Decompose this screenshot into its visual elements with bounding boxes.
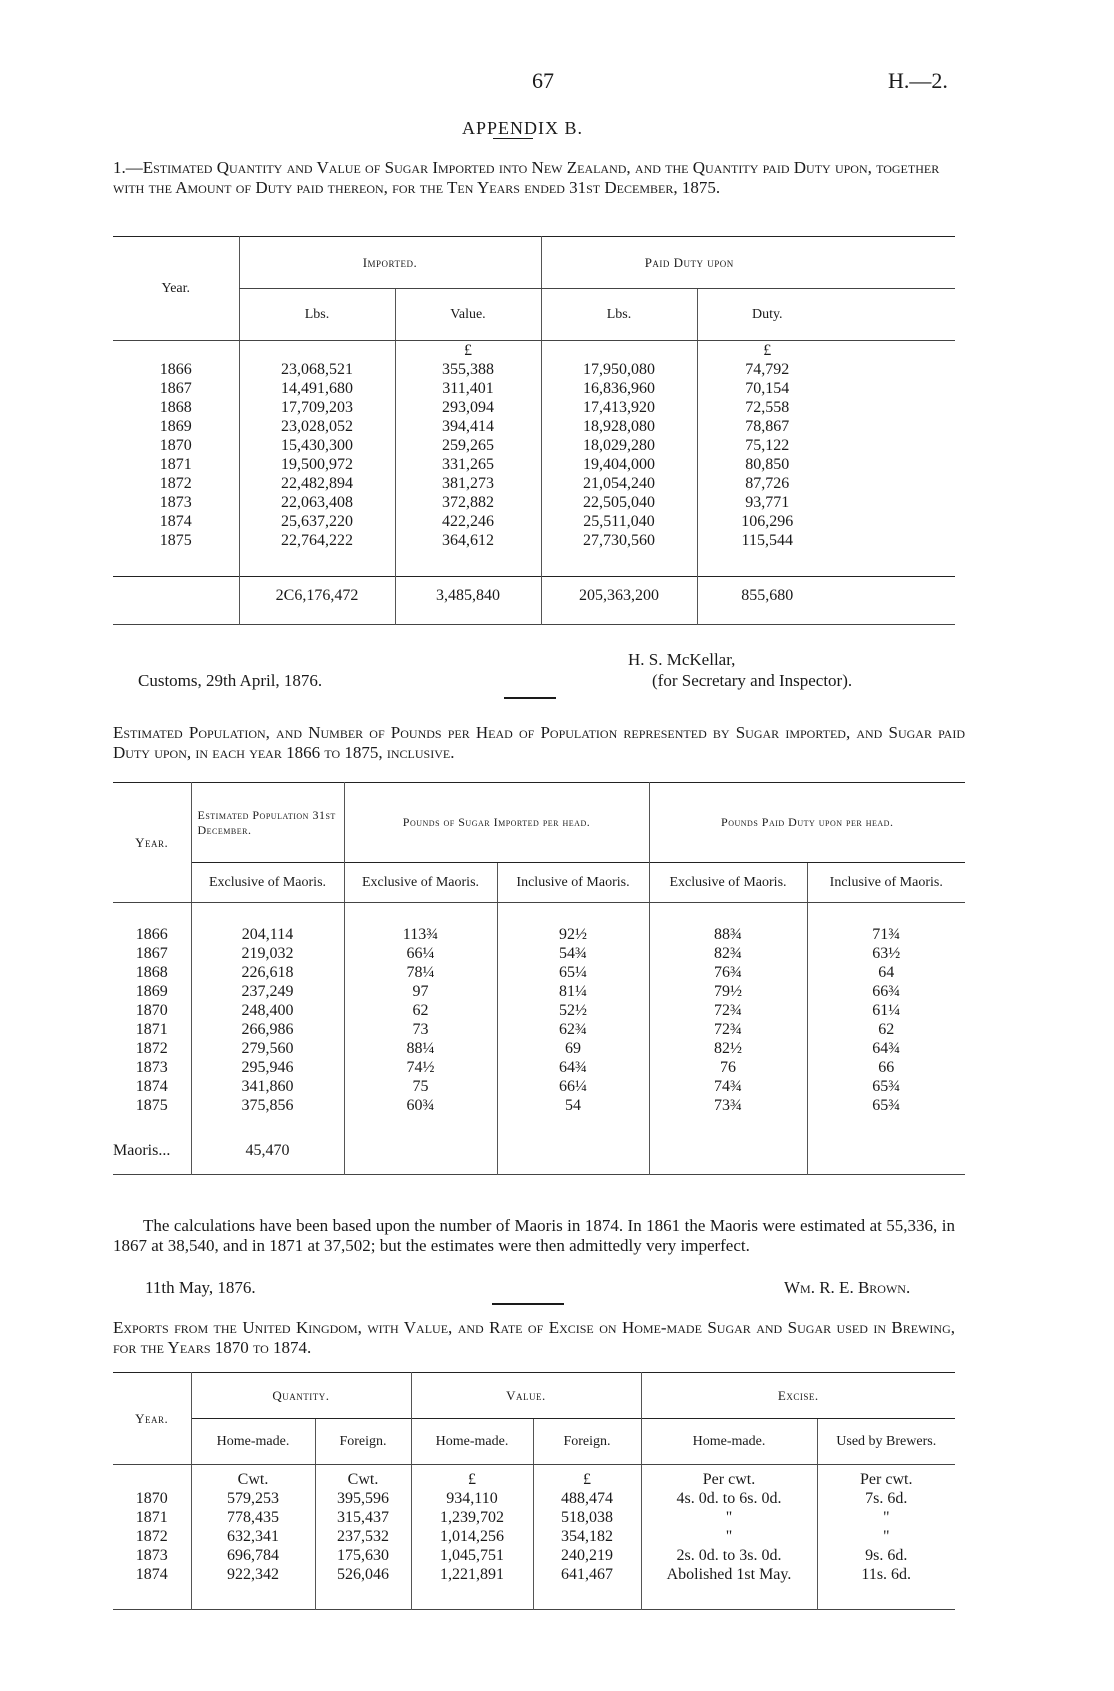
table3-value-cell: 237,532	[315, 1527, 411, 1546]
document-reference: H.—2.	[888, 68, 948, 93]
table1-value-cell: 14,491,680	[239, 379, 395, 398]
table1-year-cell: 1872	[159, 475, 192, 492]
table2-sub-imported-incl: Inclusive of Maoris.	[497, 863, 649, 903]
signature1-name: H. S. McKellar,	[628, 650, 736, 669]
table3-value-cell: "	[641, 1527, 817, 1546]
table2-value-cell: 66¼	[344, 944, 497, 963]
table1-year-cell: 1870	[159, 437, 192, 454]
table3-caption: Exports from the United Kingdom, with Value, and Rate of Excise on Home-made Sugar and Sugar used in Brewing, for the Years 1870 to 1874.	[113, 1318, 955, 1357]
table1-value-cell: 18,928,080	[541, 417, 697, 436]
table2-year-cell: 1875	[135, 1096, 168, 1114]
table3-value-cell: 579,253	[191, 1489, 315, 1508]
table1-value-cell: 23,068,521	[239, 360, 395, 379]
table2-maoris-value: 45,470	[191, 1135, 344, 1167]
table3-value-cell: 1,045,751	[411, 1546, 533, 1565]
table2-value-cell: 74½	[344, 1058, 497, 1077]
table3-value-cell: "	[641, 1508, 817, 1527]
table3-year-cell: 1873	[135, 1546, 168, 1564]
table1-value-cell: 19,404,000	[541, 455, 697, 474]
table2-row	[113, 1058, 965, 1077]
table2-value-cell: 66	[807, 1058, 965, 1077]
table2-row	[113, 1077, 965, 1096]
table1-row	[113, 360, 955, 379]
table1-value-cell: 106,296	[697, 512, 837, 531]
table3-head-quantity: Quantity.	[191, 1373, 411, 1419]
table2-value-cell: 82¾	[649, 944, 807, 963]
table2-value-cell: 88¼	[344, 1039, 497, 1058]
table2-value-cell: 266,986	[191, 1020, 344, 1039]
table1-value-cell: 93,771	[697, 493, 837, 512]
table1-caption-number: 1.—	[113, 158, 143, 177]
table3-value-cell: 1,014,256	[411, 1527, 533, 1546]
table2-year-cell: 1868	[135, 963, 168, 981]
table1-unit-duty: £	[697, 341, 837, 361]
table2-sub-population: Exclusive of Maoris.	[191, 863, 344, 903]
table3-value-cell: Abolished 1st May.	[641, 1565, 817, 1584]
table2-row	[113, 944, 965, 963]
table1-value-cell: 16,836,960	[541, 379, 697, 398]
table1-value-cell: 259,265	[395, 436, 541, 455]
table2-value-cell: 66¼	[497, 1077, 649, 1096]
table1-value-cell: 331,265	[395, 455, 541, 474]
table1-row	[113, 379, 955, 398]
table3-value-cell: 778,435	[191, 1508, 315, 1527]
table2-value-cell: 60¾	[344, 1096, 497, 1115]
table1-head-year: Year.	[113, 237, 239, 341]
table2-value-cell: 279,560	[191, 1039, 344, 1058]
table1-head-imported: Imported.	[239, 237, 541, 289]
table2-year-cell: 1872	[135, 1039, 168, 1057]
table2-value-cell: 375,856	[191, 1096, 344, 1115]
table3-sub-excise-brewers: Used by Brewers.	[817, 1419, 955, 1465]
table2-value-cell: 62	[807, 1020, 965, 1039]
table1-value-cell: 17,413,920	[541, 398, 697, 417]
table2-value-cell: 64	[807, 963, 965, 982]
table2-year-cell: 1873	[135, 1058, 168, 1076]
table2-value-cell: 62	[344, 1001, 497, 1020]
table1-value-cell: 22,764,222	[239, 531, 395, 550]
table1-year-cell: 1869	[159, 418, 192, 435]
table1-value-cell: 355,388	[395, 360, 541, 379]
table2-value-cell: 69	[497, 1039, 649, 1058]
table2-value-cell: 237,249	[191, 982, 344, 1001]
table2-value-cell: 54¾	[497, 944, 649, 963]
table1-year-cell: 1874	[159, 513, 192, 530]
table1-value-cell: 25,637,220	[239, 512, 395, 531]
table2-value-cell: 66¾	[807, 982, 965, 1001]
sugar-import-table	[113, 236, 955, 625]
table3-sub-quantity-foreign: Foreign.	[315, 1419, 411, 1465]
table2-value-cell: 64¾	[807, 1039, 965, 1058]
table2-head-imported: Pounds of Sugar Imported per head.	[344, 783, 649, 863]
table1-value-cell: 17,950,080	[541, 360, 697, 379]
table2-value-cell: 341,860	[191, 1077, 344, 1096]
table2-value-cell: 248,400	[191, 1001, 344, 1020]
table1-head-value: Value.	[395, 289, 541, 341]
table2-value-cell: 73¾	[649, 1096, 807, 1115]
appendix-title: APPENDIX B.	[462, 118, 584, 138]
table1-value-cell: 23,028,052	[239, 417, 395, 436]
table2-value-cell: 62¾	[497, 1020, 649, 1039]
title-rule	[493, 138, 533, 139]
table2-value-cell: 78¼	[344, 963, 497, 982]
table2-value-cell: 219,032	[191, 944, 344, 963]
table1-value-cell: 22,063,408	[239, 493, 395, 512]
table2-value-cell: 74¾	[649, 1077, 807, 1096]
table2-value-cell: 65¾	[807, 1077, 965, 1096]
table2-value-cell: 92½	[497, 925, 649, 944]
table3-head-year: Year.	[113, 1373, 191, 1465]
signature1-title: (for Secretary and Inspector).	[652, 671, 853, 690]
table1-value-cell: 15,430,300	[239, 436, 395, 455]
table3-value-cell: 175,630	[315, 1546, 411, 1565]
table3-year-cell: 1870	[135, 1489, 168, 1507]
table1-year-cell: 1866	[159, 361, 192, 378]
table1-year-cell: 1873	[159, 494, 192, 511]
signature1-place-date: Customs, 29th April, 1876.	[138, 671, 323, 690]
table1-year-cell: 1868	[159, 399, 192, 416]
table2-value-cell: 73	[344, 1020, 497, 1039]
table3-head-value: Value.	[411, 1373, 641, 1419]
table1-year-cell: 1867	[159, 380, 192, 397]
table1-total-paid-lbs: 205,363,200	[541, 576, 697, 614]
table1-value-cell: 381,273	[395, 474, 541, 493]
table2-value-cell: 81¼	[497, 982, 649, 1001]
table1-value-cell: 115,544	[697, 531, 837, 550]
table2-year-cell: 1874	[135, 1077, 168, 1095]
table2-sub-paid-excl: Exclusive of Maoris.	[649, 863, 807, 903]
table2-value-cell: 71¾	[807, 925, 965, 944]
table1-total-value: 3,485,840	[395, 576, 541, 614]
table1-value-cell: 72,558	[697, 398, 837, 417]
table1-row	[113, 398, 955, 417]
table3-unit-percwt-home: Per cwt.	[641, 1465, 817, 1489]
table1-row	[113, 455, 955, 474]
table2-value-cell: 88¾	[649, 925, 807, 944]
table1-value-cell: 80,850	[697, 455, 837, 474]
table1-value-cell: 27,730,560	[541, 531, 697, 550]
table1-head-paid: Paid Duty upon	[541, 237, 837, 289]
table3-sub-excise-home: Home-made.	[641, 1419, 817, 1465]
table1-row	[113, 531, 955, 550]
table2-head-year: Year.	[113, 783, 191, 903]
table2-value-cell: 72¾	[649, 1020, 807, 1039]
table2-value-cell: 76	[649, 1058, 807, 1077]
exports-table	[113, 1372, 955, 1610]
table2-row	[113, 963, 965, 982]
table1-value-cell: 394,414	[395, 417, 541, 436]
table2-year-cell: 1867	[135, 944, 168, 962]
table3-value-cell: 395,596	[315, 1489, 411, 1508]
table3-unit-cwt-foreign: Cwt.	[315, 1465, 411, 1489]
table3-value-cell: 240,219	[533, 1546, 641, 1565]
table2-row	[113, 1039, 965, 1058]
table1-head-lbs2: Lbs.	[541, 289, 697, 341]
table1-value-cell: 422,246	[395, 512, 541, 531]
table2-maoris-label: Maoris...	[113, 1142, 171, 1159]
table3-value-cell: 11s. 6d.	[817, 1565, 955, 1584]
table1-value-cell: 78,867	[697, 417, 837, 436]
table2-value-cell: 64¾	[497, 1058, 649, 1077]
table2-value-cell: 52½	[497, 1001, 649, 1020]
table2-year-cell: 1870	[135, 1001, 168, 1019]
population-table	[113, 782, 965, 1175]
table1-value-cell: 311,401	[395, 379, 541, 398]
note-date: 11th May, 1876.	[145, 1278, 256, 1297]
page-number: 67	[532, 68, 554, 93]
table1-value-cell: 87,726	[697, 474, 837, 493]
table1-value-cell: 372,882	[395, 493, 541, 512]
table2-sub-paid-incl: Inclusive of Maoris.	[807, 863, 965, 903]
table3-value-cell: 696,784	[191, 1546, 315, 1565]
table3-row	[113, 1565, 955, 1584]
table1-value-cell: 25,511,040	[541, 512, 697, 531]
table2-value-cell: 295,946	[191, 1058, 344, 1077]
table1-row	[113, 474, 955, 493]
table2-value-cell: 113¾	[344, 925, 497, 944]
table3-value-cell: 518,038	[533, 1508, 641, 1527]
table3-value-cell: "	[817, 1527, 955, 1546]
table2-value-cell: 72¾	[649, 1001, 807, 1020]
table3-value-cell: 2s. 0d. to 3s. 0d.	[641, 1546, 817, 1565]
table2-value-cell: 61¼	[807, 1001, 965, 1020]
table1-value-cell: 364,612	[395, 531, 541, 550]
table3-value-cell: 488,474	[533, 1489, 641, 1508]
table2-caption: Estimated Population, and Number of Pounds per Head of Population represented by Sugar imported, and Sugar paid Duty upon, in each year 1866 to 1875, inclusive.	[113, 723, 965, 762]
table3-value-cell: 1,221,891	[411, 1565, 533, 1584]
table3-sub-value-foreign: Foreign.	[533, 1419, 641, 1465]
table1-year-cell: 1875	[159, 532, 192, 549]
table1-value-cell: 22,505,040	[541, 493, 697, 512]
table1-head-duty: Duty.	[697, 289, 837, 341]
table2-year-cell: 1869	[135, 982, 168, 1000]
table1-value-cell: 19,500,972	[239, 455, 395, 474]
table3-unit-cwt-home: Cwt.	[191, 1465, 315, 1489]
table2-value-cell: 65¾	[807, 1096, 965, 1115]
table2-row	[113, 1001, 965, 1020]
table1-value-cell: 21,054,240	[541, 474, 697, 493]
table2-row	[113, 925, 965, 944]
table2-value-cell: 54	[497, 1096, 649, 1115]
table3-row	[113, 1489, 955, 1508]
table1-value-cell: 22,482,894	[239, 474, 395, 493]
table1-value-cell: 75,122	[697, 436, 837, 455]
table3-value-cell: 632,341	[191, 1527, 315, 1546]
table1-year-cell: 1871	[159, 456, 192, 473]
table3-value-cell: 354,182	[533, 1527, 641, 1546]
table3-value-cell: 315,437	[315, 1508, 411, 1527]
table3-sub-value-home: Home-made.	[411, 1419, 533, 1465]
section-rule-2	[492, 1303, 564, 1305]
table2-value-cell: 82½	[649, 1039, 807, 1058]
table3-unit-percwt-brewers: Per cwt.	[817, 1465, 955, 1489]
table1-value-cell: 17,709,203	[239, 398, 395, 417]
table1-head-lbs: Lbs.	[239, 289, 395, 341]
table3-value-cell: 7s. 6d.	[817, 1489, 955, 1508]
table3-head-excise: Excise.	[641, 1373, 955, 1419]
table2-value-cell: 65¼	[497, 963, 649, 982]
section-rule-1	[504, 697, 556, 699]
table2-value-cell: 76¾	[649, 963, 807, 982]
table3-value-cell: 4s. 0d. to 6s. 0d.	[641, 1489, 817, 1508]
table3-value-cell: 641,467	[533, 1565, 641, 1584]
table2-row	[113, 1096, 965, 1115]
table1-row	[113, 436, 955, 455]
table3-value-cell: 1,239,702	[411, 1508, 533, 1527]
population-note: The calculations have been based upon the number of Maoris in 1874. In 1861 the Maoris were estimated at 55,336, in 1867 at 38,540, and in 1871 at 37,502; but the estimates were then admittedly very imperfect.	[113, 1216, 955, 1255]
table3-row	[113, 1546, 955, 1565]
table3-value-cell: 9s. 6d.	[817, 1546, 955, 1565]
table2-value-cell: 226,618	[191, 963, 344, 982]
table3-sub-quantity-home: Home-made.	[191, 1419, 315, 1465]
table2-value-cell: 204,114	[191, 925, 344, 944]
table1-value-cell: 18,029,280	[541, 436, 697, 455]
table2-row	[113, 982, 965, 1001]
table1-value-cell: 293,094	[395, 398, 541, 417]
table1-unit-value: £	[395, 341, 541, 361]
table1-row	[113, 512, 955, 531]
table1-value-cell: 74,792	[697, 360, 837, 379]
table1-caption-text: Estimated Quantity and Value of Sugar Imported into New Zealand, and the Quantity paid Duty upon, together with the Amount of Duty paid thereon, for the Ten Years ended 31st December, 1875.	[113, 158, 940, 197]
table2-year-cell: 1866	[135, 925, 168, 943]
table3-value-cell: "	[817, 1508, 955, 1527]
table3-row	[113, 1508, 955, 1527]
note-signature: Wm. R. E. Brown.	[784, 1278, 911, 1297]
table3-unit-pound-home: £	[411, 1465, 533, 1489]
table1-total-duty: 855,680	[697, 576, 837, 614]
table2-sub-imported-excl: Exclusive of Maoris.	[344, 863, 497, 903]
table1-row	[113, 493, 955, 512]
table2-row	[113, 1020, 965, 1039]
table2-value-cell: 75	[344, 1077, 497, 1096]
table1-caption	[113, 158, 955, 198]
table2-head-population: Estimated Population 31st December.	[191, 783, 344, 863]
table1-total-lbs: 2C6,176,472	[239, 576, 395, 614]
table2-year-cell: 1871	[135, 1020, 168, 1038]
table1-row	[113, 417, 955, 436]
table1-value-cell: 70,154	[697, 379, 837, 398]
table3-value-cell: 934,110	[411, 1489, 533, 1508]
table3-unit-pound-foreign: £	[533, 1465, 641, 1489]
table3-value-cell: 922,342	[191, 1565, 315, 1584]
table3-value-cell: 526,046	[315, 1565, 411, 1584]
table3-year-cell: 1871	[135, 1508, 168, 1526]
table3-row	[113, 1527, 955, 1546]
table2-value-cell: 63½	[807, 944, 965, 963]
table2-value-cell: 97	[344, 982, 497, 1001]
table3-year-cell: 1874	[135, 1565, 168, 1583]
table3-year-cell: 1872	[135, 1527, 168, 1545]
table2-value-cell: 79½	[649, 982, 807, 1001]
table2-head-paid: Pounds Paid Duty upon per head.	[649, 783, 965, 863]
